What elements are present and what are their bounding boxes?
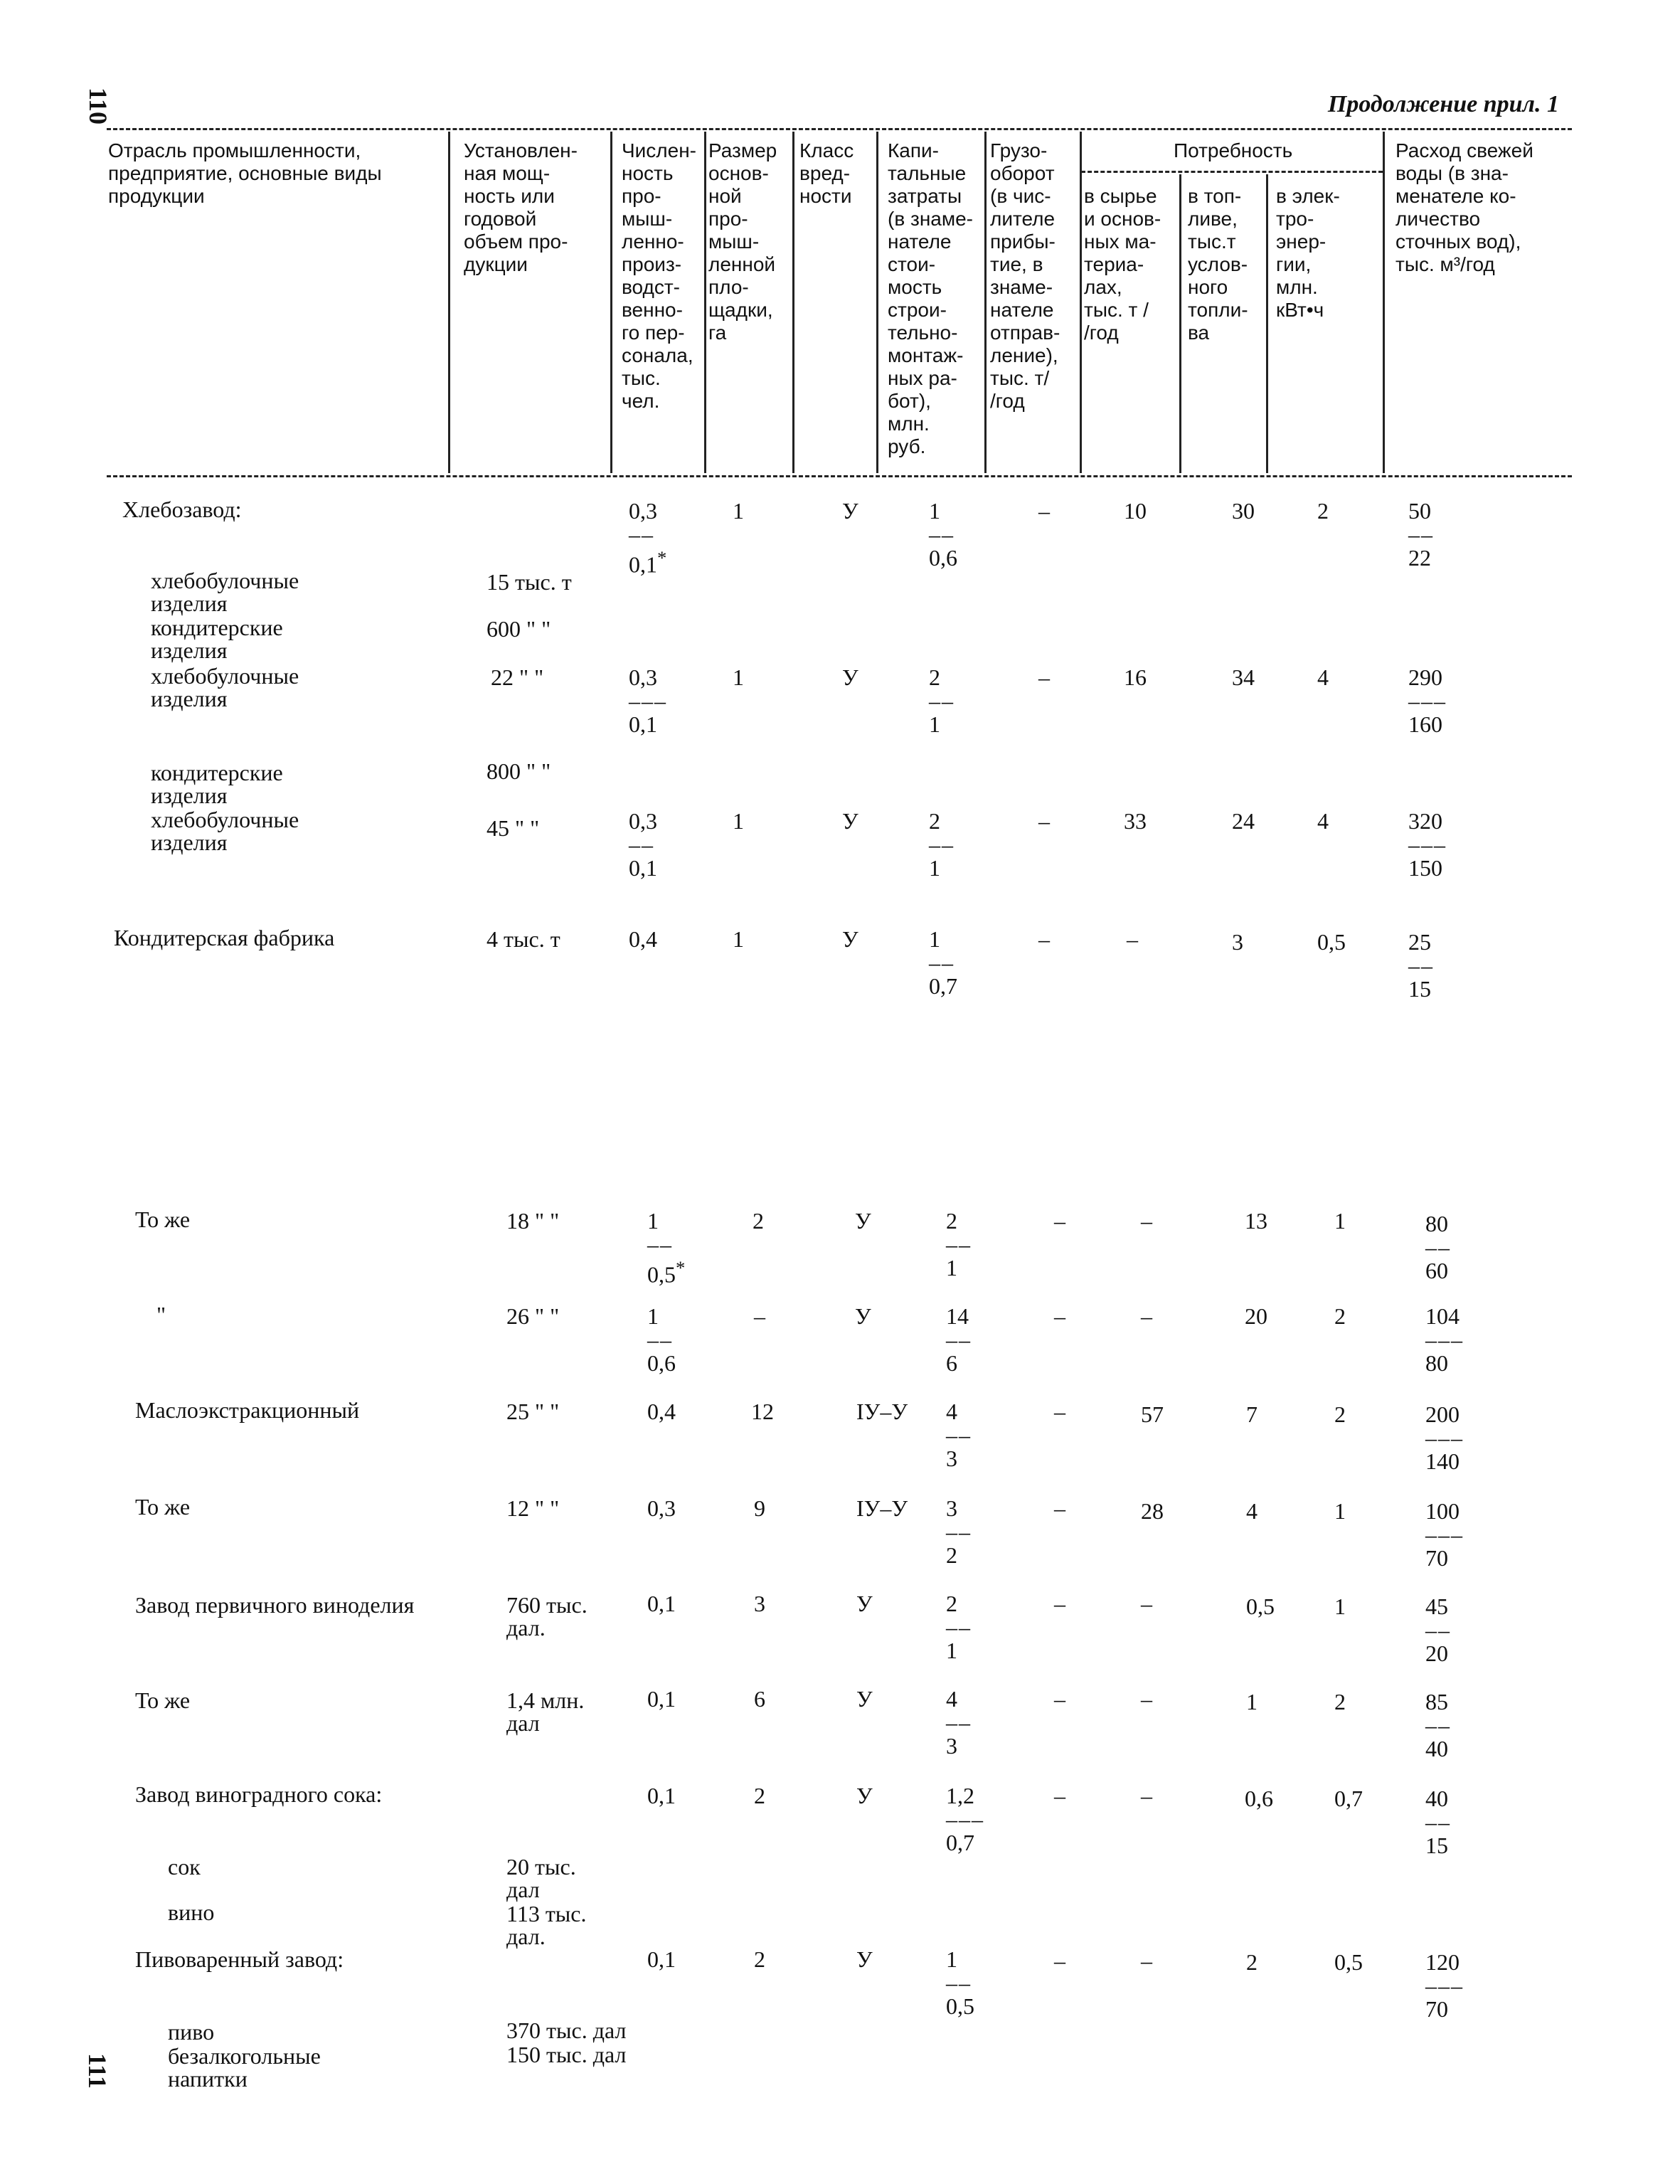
row-name: Кондитерская фабрика (114, 925, 335, 950)
area-value: 2 (753, 1208, 764, 1234)
fuel-value: 4 (1246, 1498, 1258, 1524)
hazard-value: У (856, 1591, 873, 1616)
continuation-title: Продолжение прил. 1 (1327, 91, 1559, 117)
power-value: 1 (1334, 1498, 1346, 1524)
power-value: 2 (1317, 498, 1329, 524)
staff-value: 0,1 (647, 1783, 676, 1808)
raw-value: – (1141, 1303, 1152, 1329)
capex-value: 2 –– 1 (929, 664, 955, 737)
raw-value: – (1141, 1783, 1152, 1808)
header-staff: Числен- ность про- мыш- ленно- произ- водст- венно- го пер- сонала, тыс. чел. (622, 139, 696, 412)
fuel-value: 20 (1245, 1303, 1267, 1329)
power-value: 4 (1317, 664, 1329, 690)
water-value: 80 –– 60 (1425, 1211, 1451, 1283)
row-subitem: безалкогольные напитки (168, 2043, 321, 2092)
freight-value: – (1054, 1591, 1065, 1616)
capacity-value: 26 " " (506, 1303, 560, 1329)
col-divider (1179, 174, 1181, 473)
freight-value: – (1038, 808, 1050, 834)
power-value: 2 (1334, 1303, 1346, 1329)
header-demand-group: Потребность (1174, 139, 1293, 161)
hazard-value: У (842, 498, 858, 524)
power-value: 2 (1334, 1401, 1346, 1427)
page-number-top: 110 (84, 87, 113, 125)
power-value: 2 (1334, 1689, 1346, 1714)
fuel-value: 30 (1232, 498, 1255, 524)
capex-value: 4 –– 3 (946, 1686, 972, 1759)
staff-value: 1 –– 0,6 (647, 1303, 676, 1376)
header-capacity: Установлен- ная мощ- ность или годовой объем про- дукции (464, 139, 578, 275)
capacity-value: 18 " " (506, 1208, 560, 1234)
raw-value: – (1141, 1591, 1152, 1616)
capacity-value: 45 " " (487, 815, 540, 841)
fuel-value: 34 (1232, 664, 1255, 690)
hazard-value: У (856, 1686, 873, 1712)
capacity-value: 150 тыс. дал (506, 2042, 627, 2067)
water-value: 50 –– 22 (1408, 498, 1434, 571)
col-divider (792, 132, 794, 473)
page-number-bottom: 111 (83, 2052, 112, 2089)
capex-value: 2 –– 1 (929, 808, 955, 881)
staff-value: 0,1 (647, 1686, 676, 1712)
staff-value: 0,4 (647, 1399, 676, 1424)
area-value: – (754, 1303, 765, 1329)
hazard-value: У (842, 664, 858, 690)
raw-value: – (1141, 1208, 1152, 1234)
raw-value: 16 (1124, 664, 1147, 690)
staff-value: 0,3 –– 0,1 (629, 808, 657, 881)
hazard-value: У (856, 1946, 873, 1972)
water-value: 200 ––– 140 (1425, 1401, 1464, 1474)
row-name: Завод виноградного сока: (135, 1781, 383, 1807)
hazard-value: IУ–У (856, 1495, 908, 1521)
row-name: " (156, 1302, 166, 1327)
power-value: 4 (1317, 808, 1329, 834)
staff-value: 0,1 (647, 1591, 676, 1616)
row-subitem: кондитерские изделия (151, 760, 283, 808)
area-value: 6 (754, 1686, 765, 1712)
staff-value: 0,3 (647, 1495, 676, 1521)
header-hazard: Класс вред- ности (799, 139, 854, 207)
fuel-value: 7 (1246, 1401, 1258, 1427)
water-value: 100 ––– 70 (1425, 1498, 1464, 1571)
row-subitem: хлебобулочные изделия (151, 568, 299, 616)
col-divider (876, 132, 878, 473)
row-subitem: вино (168, 1899, 215, 1925)
water-value: 290 ––– 160 (1408, 664, 1447, 737)
col-divider (704, 132, 706, 473)
row-name: Завод первичного виноделия (135, 1592, 415, 1618)
staff-value: 0,3 –– 0,1* (629, 498, 667, 578)
raw-value: 10 (1124, 498, 1147, 524)
water-value: 320 ––– 150 (1408, 808, 1447, 881)
power-value: 0,5 (1317, 929, 1346, 955)
freight-value: – (1054, 1208, 1065, 1234)
freight-value: – (1038, 498, 1050, 524)
hazard-value: У (855, 1208, 871, 1234)
hazard-value: У (855, 1303, 871, 1329)
raw-value: 33 (1124, 808, 1147, 834)
capex-value: 1 –– 0,7 (929, 926, 957, 999)
area-value: 2 (754, 1946, 765, 1972)
raw-value: – (1141, 1686, 1152, 1712)
row-name: Маслоэкстракционный (135, 1397, 360, 1423)
header-raw: в сырье и основ- ных ма- териа- лах, тыс. т / /год (1084, 185, 1161, 344)
freight-value: – (1054, 1495, 1065, 1521)
area-value: 2 (754, 1783, 765, 1808)
hazard-value: У (842, 808, 858, 834)
header-water: Расход свежей воды (в зна- менателе ко- личество сточных вод), тыс. м³/год (1395, 139, 1533, 275)
capacity-value: 600 " " (487, 616, 551, 642)
capex-value: 1,2 ––– 0,7 (946, 1783, 984, 1855)
demand-group-rule (1081, 171, 1383, 173)
area-value: 3 (754, 1591, 765, 1616)
freight-value: – (1054, 1303, 1065, 1329)
col-divider (610, 132, 612, 473)
capacity-value: 15 тыс. т (487, 569, 572, 595)
header-power: в элек- тро- энер- гии, млн. кВт•ч (1276, 185, 1340, 321)
water-value: 45 –– 20 (1425, 1594, 1451, 1666)
raw-value: – (1127, 926, 1138, 952)
row-name: То же (135, 1687, 191, 1713)
fuel-value: 13 (1245, 1208, 1267, 1234)
water-value: 120 ––– 70 (1425, 1949, 1464, 2022)
row-name: То же (135, 1494, 191, 1520)
header-industry: Отрасль промышленности, предприятие, основные виды продукции (108, 139, 382, 207)
col-divider (1080, 132, 1082, 473)
row-subitem: кондитерские изделия (151, 615, 283, 663)
fuel-value: 0,5 (1246, 1594, 1275, 1619)
power-value: 1 (1334, 1208, 1346, 1234)
area-value: 1 (733, 926, 744, 952)
capacity-value: 1,4 млн. дал (506, 1687, 585, 1736)
capex-value: 1 –– 0,6 (929, 498, 957, 571)
capex-value: 3 –– 2 (946, 1495, 972, 1568)
power-value: 0,5 (1334, 1949, 1363, 1975)
fuel-value: 3 (1232, 929, 1243, 955)
capacity-value: 12 " " (506, 1495, 560, 1521)
water-value: 85 –– 40 (1425, 1689, 1451, 1761)
capacity-value: 22 " " (491, 664, 544, 690)
capex-value: 2 –– 1 (946, 1208, 972, 1281)
header-bottom-rule (107, 475, 1572, 477)
area-value: 1 (733, 664, 744, 690)
staff-value: 0,4 (629, 926, 657, 952)
fuel-value: 24 (1232, 808, 1255, 834)
row-subitem: пиво (168, 2019, 215, 2045)
area-value: 1 (733, 498, 744, 524)
row-name: Пивоваренный завод: (135, 1946, 344, 1972)
capacity-value: 4 тыс. т (487, 926, 560, 952)
area-value: 12 (751, 1399, 774, 1424)
power-value: 0,7 (1334, 1786, 1363, 1811)
header-top-rule (107, 128, 1572, 130)
area-value: 1 (733, 808, 744, 834)
col-divider (448, 132, 450, 473)
row-name: Хлебозавод: (122, 497, 242, 522)
header-capex: Капи- тальные затраты (в знаме- нателе стои- мость строи- тельно- монтаж- ных ра- бот), млн. руб. (888, 139, 973, 457)
capacity-value: 20 тыс. дал (506, 1854, 576, 1902)
hazard-value: IУ–У (856, 1399, 908, 1424)
hazard-value: У (842, 926, 858, 952)
capex-value: 14 –– 6 (946, 1303, 972, 1376)
row-subitem: хлебобулочные изделия (151, 663, 299, 711)
water-value: 104 ––– 80 (1425, 1303, 1464, 1376)
capex-value: 2 –– 1 (946, 1591, 972, 1663)
col-divider (1266, 174, 1268, 473)
freight-value: – (1054, 1948, 1065, 1973)
freight-value: – (1054, 1686, 1065, 1712)
capacity-value: 760 тыс. дал. (506, 1592, 588, 1640)
fuel-value: 0,6 (1245, 1786, 1273, 1811)
staff-value: 0,3 ––– 0,1 (629, 664, 667, 737)
row-subitem: хлебобулочные изделия (151, 807, 299, 855)
row-name: То же (135, 1207, 191, 1232)
header-fuel: в топ- ливе, тыс.т услов- ного топли- ва (1188, 185, 1248, 344)
raw-value: – (1141, 1948, 1152, 1973)
freight-value: – (1054, 1783, 1065, 1808)
fuel-value: 1 (1246, 1689, 1258, 1714)
area-value: 9 (754, 1495, 765, 1521)
hazard-value: У (856, 1783, 873, 1808)
water-value: 25 –– 15 (1408, 929, 1434, 1002)
water-value: 40 –– 15 (1425, 1786, 1451, 1858)
col-divider (1383, 132, 1385, 473)
capacity-value: 370 тыс. дал (506, 2018, 627, 2043)
capex-value: 4 –– 3 (946, 1399, 972, 1471)
staff-value: 0,1 (647, 1946, 676, 1972)
row-subitem: сок (168, 1854, 201, 1880)
header-freight: Грузо- оборот (в чис- лителе прибы- тие, в знаме- нателе отправ- ление), тыс. т/ /год (990, 139, 1060, 412)
capacity-value: 25 " " (506, 1399, 560, 1424)
fuel-value: 2 (1246, 1949, 1258, 1975)
raw-value: 57 (1141, 1401, 1164, 1427)
capacity-value: 800 " " (487, 758, 551, 784)
staff-value: 1 –– 0,5* (647, 1208, 686, 1288)
freight-value: – (1054, 1399, 1065, 1424)
header-area: Размер основ- ной про- мыш- ленной пло- щадки, га (708, 139, 777, 344)
raw-value: 28 (1141, 1498, 1164, 1524)
freight-value: – (1038, 664, 1050, 690)
freight-value: – (1038, 926, 1050, 952)
capex-value: 1 –– 0,5 (946, 1946, 974, 2019)
power-value: 1 (1334, 1594, 1346, 1619)
capacity-value: 113 тыс. дал. (506, 1901, 587, 1949)
col-divider (984, 132, 987, 473)
